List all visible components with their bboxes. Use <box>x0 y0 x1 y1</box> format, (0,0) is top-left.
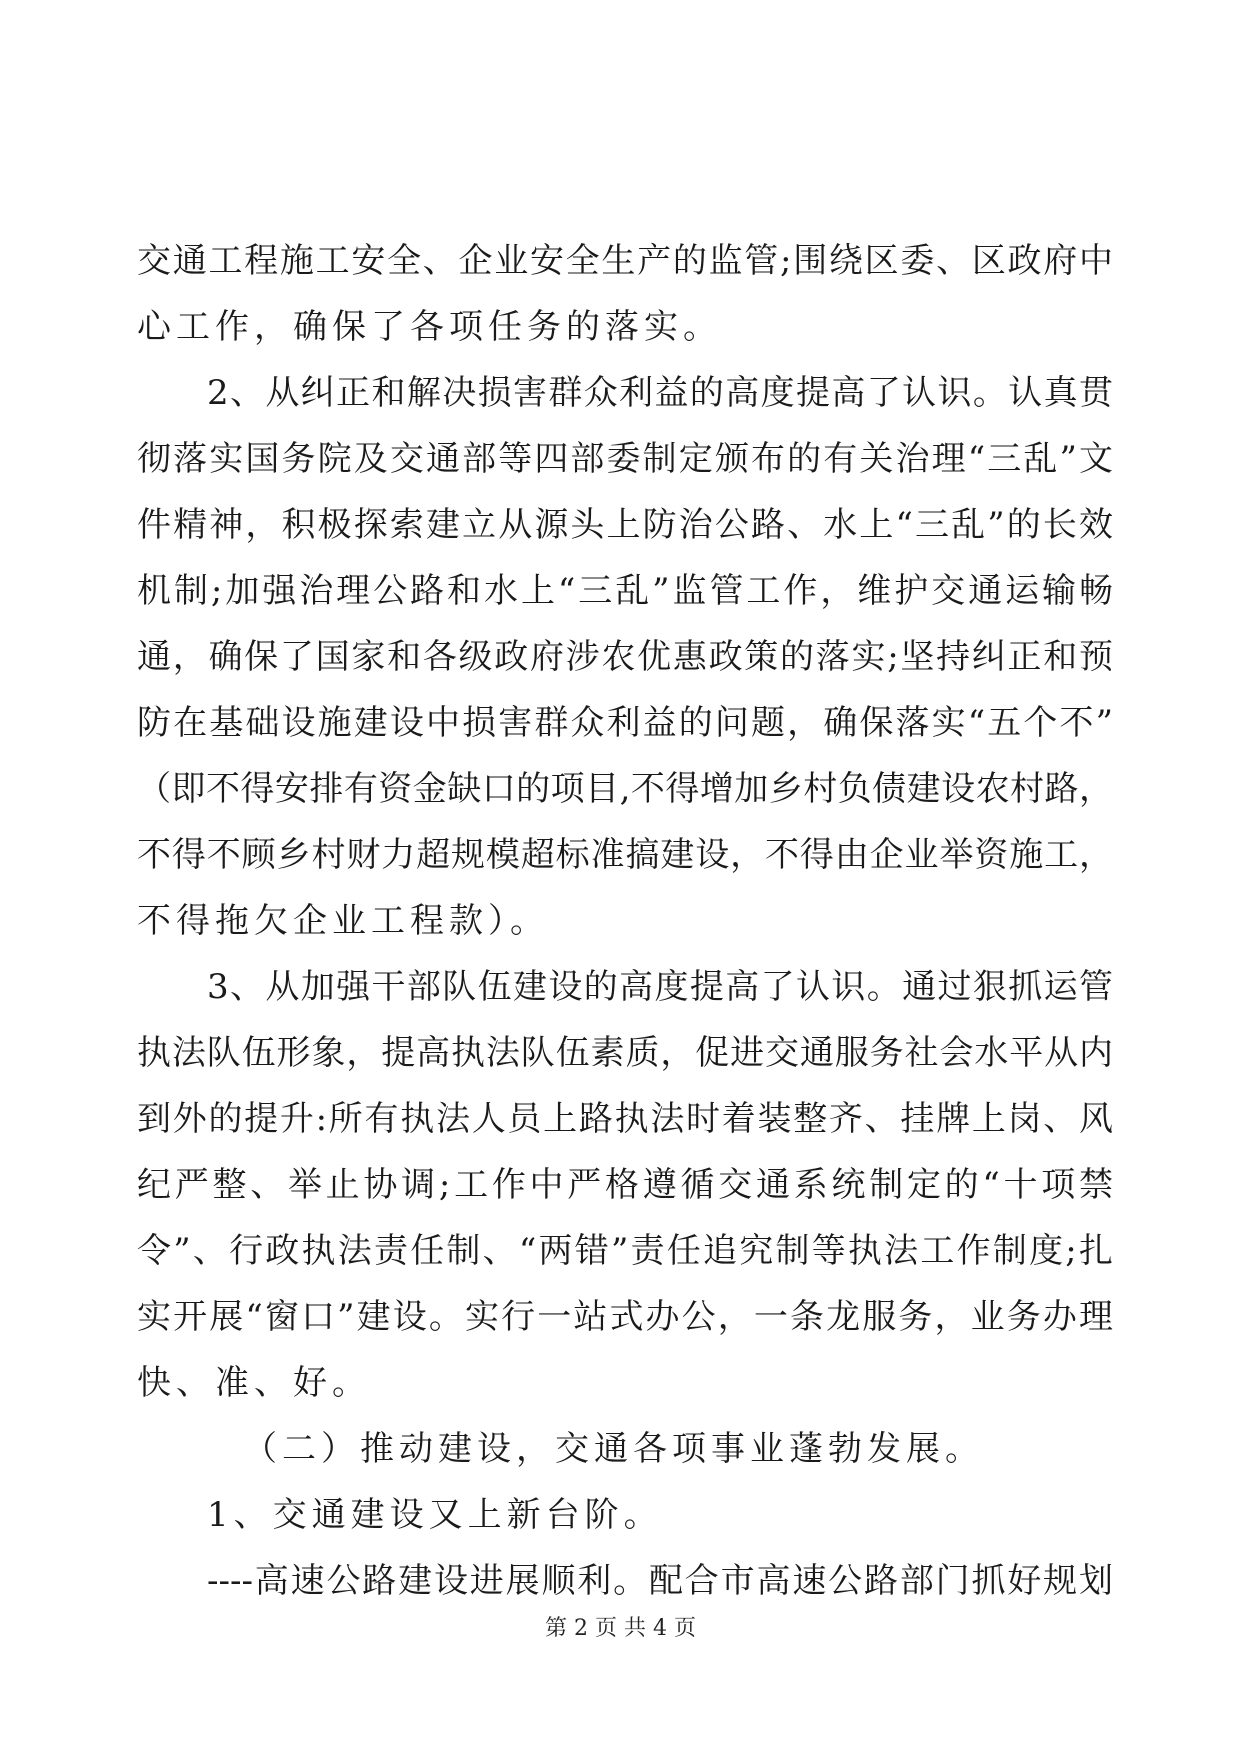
text-line: 3、从加强干部队伍建设的高度提高了认识。通过狠抓运管 <box>207 967 1113 1007</box>
text-line: 件精神，积极探索建立从源头上防治公路、水上“三乱”的长效 <box>137 505 1113 545</box>
text-line: 执法队伍形象，提高执法队伍素质，促进交通服务社会水平从内 <box>137 1033 1113 1073</box>
text-line: 机制;加强治理公路和水上“三乱”监管工作，维护交通运输畅 <box>137 571 1113 611</box>
text-line: 纪严整、举止协调;工作中严格遵循交通系统制定的“十项禁 <box>137 1165 1113 1205</box>
text-line: 到外的提升:所有执法人员上路执法时着装整齐、挂牌上岗、风 <box>137 1099 1113 1139</box>
text-line: 实开展“窗口”建设。实行一站式办公，一条龙服务，业务办理 <box>137 1297 1113 1337</box>
text-line: 不得拖欠企业工程款）。 <box>137 901 549 941</box>
text-line: 防在基础设施建设中损害群众利益的问题，确保落实“五个不” <box>137 703 1113 743</box>
text-line: ----高速公路建设进展顺利。配合市高速公路部门抓好规划 <box>207 1561 1113 1601</box>
document-body <box>137 228 1113 1614</box>
text-line: 不得不顾乡村财力超规模超标准搞建设，不得由企业举资施工， <box>137 835 1113 875</box>
text-line: 2、从纠正和解决损害群众利益的高度提高了认识。认真贯 <box>207 373 1113 413</box>
text-line: 通，确保了国家和各级政府涉农优惠政策的落实;坚持纠正和预 <box>137 637 1113 677</box>
text-line: （二）推动建设，交通各项事业蓬勃发展。 <box>243 1429 984 1469</box>
text-line: 令”、行政执法责任制、“两错”责任追究制等执法工作制度;扎 <box>137 1231 1113 1271</box>
text-line: （即不得安排有资金缺口的项目,不得增加乡村负债建设农村路， <box>137 769 1113 809</box>
text-line: 快、准、好。 <box>137 1363 371 1403</box>
text-line: 彻落实国务院及交通部等四部委制定颁布的有关治理“三乱”文 <box>137 439 1113 479</box>
page-footer: 第 2 页 共 4 页 <box>545 1616 696 1641</box>
text-line: 交通工程施工安全、企业安全生产的监管;围绕区委、区政府中 <box>137 241 1113 281</box>
text-line: 1、交通建设又上新台阶。 <box>207 1495 663 1535</box>
text-line: 心工作，确保了各项任务的落实。 <box>137 307 722 347</box>
